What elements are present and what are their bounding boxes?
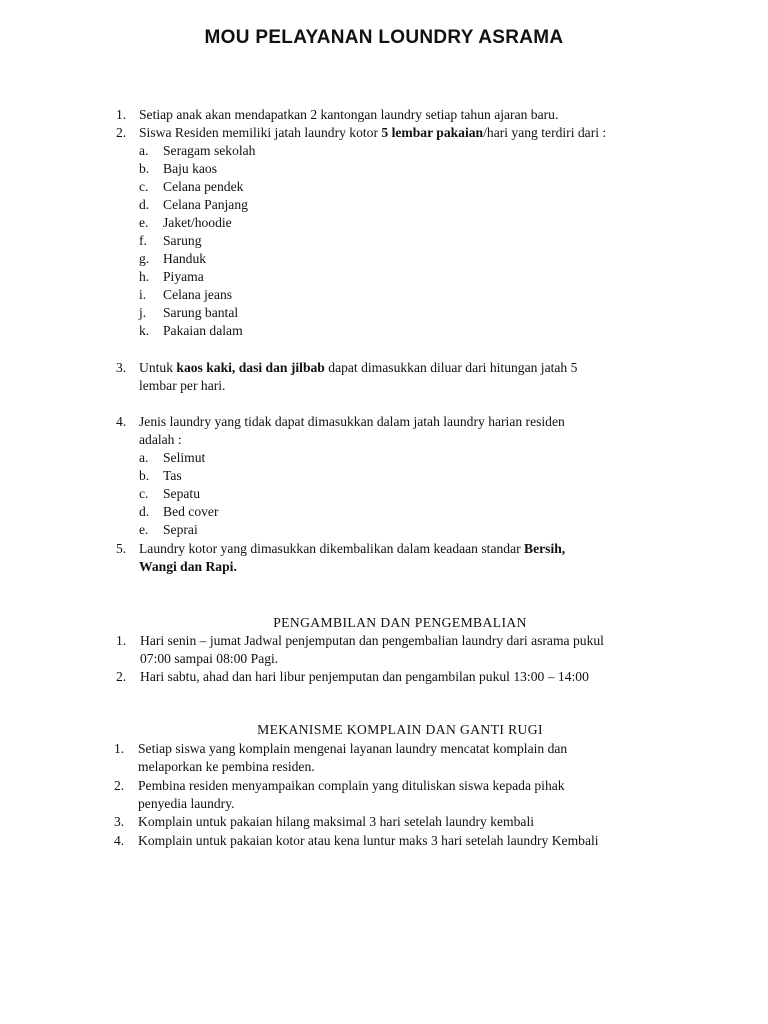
section-2-item-1-text: Hari senin – jumat Jadwal penjemputan dan pengembalian laundry dari asrama pukul xyxy=(140,633,604,648)
section-3-item-1-number: 1. xyxy=(114,741,125,756)
list-item: Celana jeans xyxy=(163,287,233,302)
section-3-item-2-text: Pembina residen menyampaikan complain yang dituliskan siswa kepada pihak xyxy=(138,778,565,793)
list-item-letter: j. xyxy=(139,305,147,320)
section-3-item-2-text-continued: penyedia laundry. xyxy=(138,796,235,811)
rule-3-text: Untuk kaos kaki, dasi dan jilbab dapat dimasukkan diluar dari hitungan jatah 5 xyxy=(139,360,578,375)
list-item: Celana Panjang xyxy=(163,197,248,212)
rule-3-number: 3. xyxy=(116,360,127,375)
rule-2-bold: 5 lembar pakaian xyxy=(381,125,484,140)
list-item: Sarung xyxy=(163,233,202,248)
rule-5-bold-continued: Wangi dan Rapi. xyxy=(139,559,237,574)
list-item-letter: c. xyxy=(139,179,149,194)
section-3-item-1-text: Setiap siswa yang komplain mengenai layanan laundry mencatat komplain dan xyxy=(138,741,568,756)
list-item-letter: d. xyxy=(139,197,150,212)
list-item-letter: i. xyxy=(139,287,147,302)
section-3-item-3-text: Komplain untuk pakaian hilang maksimal 3 hari setelah laundry kembali xyxy=(138,814,535,829)
section-2-item-2-number: 2. xyxy=(116,669,127,684)
list-item: Sepatu xyxy=(163,486,200,501)
rule-5-text: Laundry kotor yang dimasukkan dikembalikan dalam keadaan standar Bersih, xyxy=(139,541,566,556)
list-item: Celana pendek xyxy=(163,179,244,194)
section-2-item-2-text: Hari sabtu, ahad dan hari libur penjemputan dan pengambilan pukul 13:00 – 14:00 xyxy=(140,669,589,684)
list-item: Pakaian dalam xyxy=(163,323,243,338)
list-item-letter: d. xyxy=(139,504,150,519)
list-item: Tas xyxy=(163,468,182,483)
list-item-letter: b. xyxy=(139,468,150,483)
list-item: Bed cover xyxy=(163,504,219,519)
list-item-letter: a. xyxy=(139,450,149,465)
list-item: Sarung bantal xyxy=(163,305,239,320)
section-3-item-4-text: Komplain untuk pakaian kotor atau kena luntur maks 3 hari setelah laundry Kembali xyxy=(138,833,599,848)
section-3-item-2-number: 2. xyxy=(114,778,125,793)
section-3-item-1-text-continued: melaporkan ke pembina residen. xyxy=(138,759,315,774)
rule-5-number: 5. xyxy=(116,541,127,556)
rule-3-text-continued: lembar per hari. xyxy=(139,378,226,393)
list-item: Seragam sekolah xyxy=(163,143,256,158)
list-item-letter: c. xyxy=(139,486,149,501)
section-heading-pengambilan: PENGAMBILAN DAN PENGEMBALIAN xyxy=(273,615,527,630)
list-item-letter: e. xyxy=(139,215,149,230)
list-item-letter: k. xyxy=(139,323,150,338)
list-item: Piyama xyxy=(163,269,204,284)
rule-1-text: Setiap anak akan mendapatkan 2 kantongan laundry setiap tahun ajaran baru. xyxy=(139,107,559,122)
list-item-letter: e. xyxy=(139,522,149,537)
rule-1-number: 1. xyxy=(116,107,127,122)
rule-4-number: 4. xyxy=(116,414,127,429)
section-3-item-3-number: 3. xyxy=(114,814,125,829)
section-2-item-1-number: 1. xyxy=(116,633,127,648)
list-item-letter: a. xyxy=(139,143,149,158)
document-title: MOU PELAYANAN LOUNDRY ASRAMA xyxy=(204,27,564,48)
list-item-letter: f. xyxy=(139,233,147,248)
list-item: Handuk xyxy=(163,251,207,266)
list-item: Baju kaos xyxy=(163,161,217,176)
list-item-letter: h. xyxy=(139,269,150,284)
rule-4-text-continued: adalah : xyxy=(139,432,182,447)
section-2-item-1-text-continued: 07:00 sampai 08:00 Pagi. xyxy=(140,651,279,666)
section-3-item-4-number: 4. xyxy=(114,833,125,848)
list-item: Seprai xyxy=(163,522,198,537)
list-item-letter: b. xyxy=(139,161,150,176)
section-heading-komplain: MEKANISME KOMPLAIN DAN GANTI RUGI xyxy=(257,722,543,737)
list-item-letter: g. xyxy=(139,251,150,266)
rule-2-text: Siswa Residen memiliki jatah laundry kotor 5 lembar pakaian/hari yang terdiri dari : xyxy=(139,125,607,140)
rule-2-number: 2. xyxy=(116,125,127,140)
list-item: Jaket/hoodie xyxy=(163,215,232,230)
list-item: Selimut xyxy=(163,450,206,465)
rule-4-text: Jenis laundry yang tidak dapat dimasukkan dalam jatah laundry harian residen xyxy=(139,414,565,429)
rule-3-bold: kaos kaki, dasi dan jilbab xyxy=(176,360,325,375)
rule-5-bold: Bersih, xyxy=(524,541,566,556)
